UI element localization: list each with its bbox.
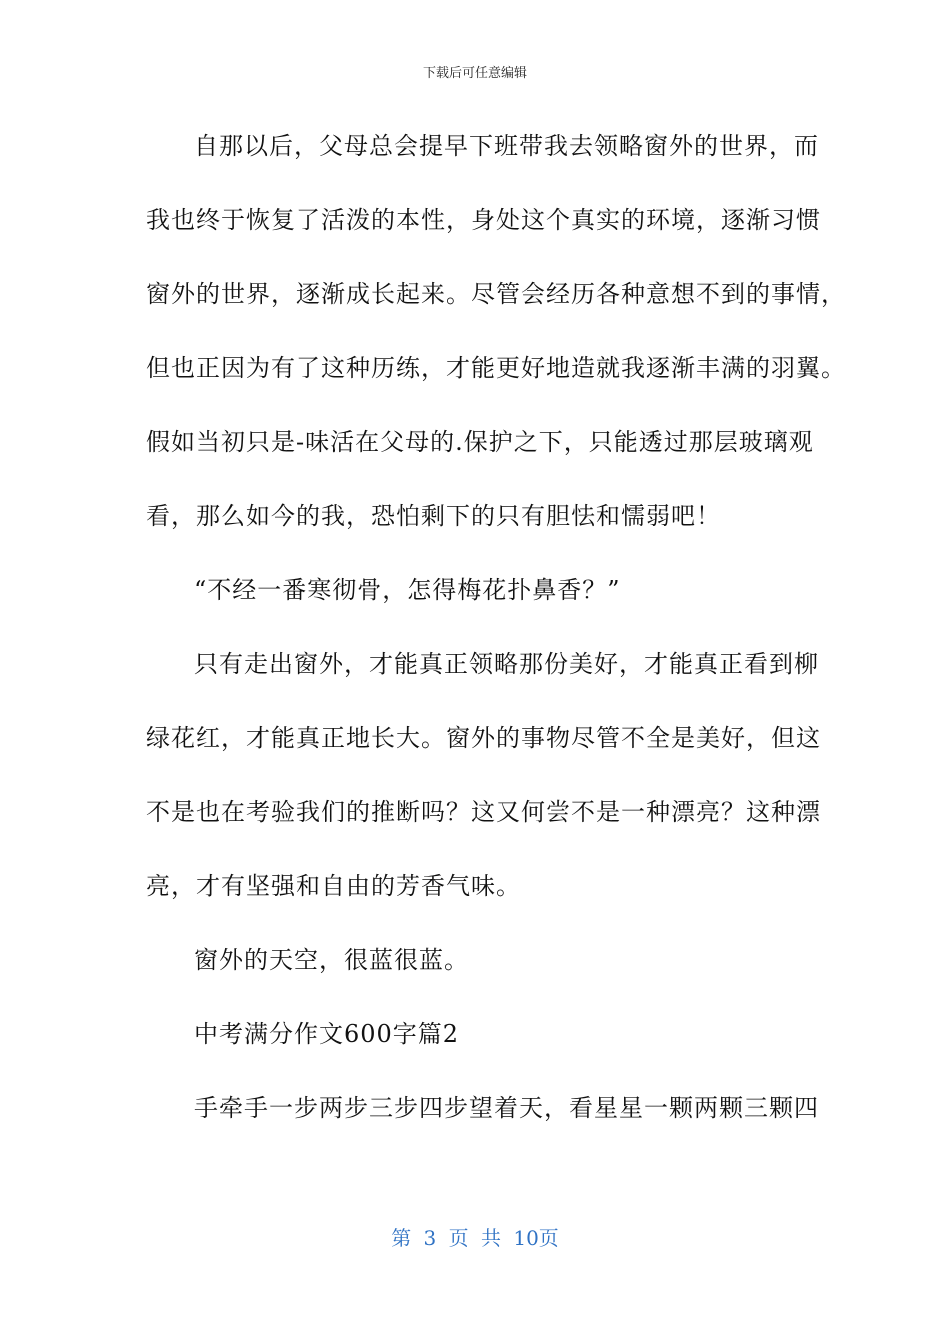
section-heading: 中考满分作文600字篇2 (194, 1020, 460, 1048)
paragraph-line: 看，那么如今的我，恐怕剩下的只有胆怯和懦弱吧！ (146, 502, 721, 530)
paragraph-line: 我也终于恢复了活泼的本性，身处这个真实的环境，逐渐习惯 (146, 206, 821, 234)
paragraph-line: 不是也在考验我们的推断吗？这又何尝不是一种漂亮？这种漂 (146, 798, 821, 826)
paragraph-line: 窗外的世界，逐渐成长起来。尽管会经历各种意想不到的事情， (146, 280, 846, 308)
paragraph-line: 亮，才有坚强和自由的芳香气味。 (146, 872, 521, 900)
paragraph-line: 但也正因为有了这种历练，才能更好地造就我逐渐丰满的羽翼。 (146, 354, 846, 382)
document-body (146, 118, 846, 1154)
paragraph-line: 绿花红，才能真正地长大。窗外的事物尽管不全是美好，但这 (146, 724, 821, 752)
page-footer: 第 3 页 共 10页 (391, 1226, 559, 1250)
paragraph-line: 手牵手一步两步三步四步望着天，看星星一颗两颗三颗四 (194, 1094, 819, 1122)
quote-line: “不经一番寒彻骨，怎得梅花扑鼻香？” (194, 576, 621, 604)
page-header: 下载后可任意编辑 (422, 66, 527, 81)
paragraph-line: 只有走出窗外，才能真正领略那份美好，才能真正看到柳 (194, 650, 819, 678)
paragraph-line: 自那以后，父母总会提早下班带我去领略窗外的世界，而 (194, 132, 819, 160)
paragraph-line: 假如当初只是-味活在父母的.保护之下，只能透过那层玻璃观 (146, 428, 814, 456)
paragraph-line: 窗外的天空，很蓝很蓝。 (194, 946, 469, 974)
